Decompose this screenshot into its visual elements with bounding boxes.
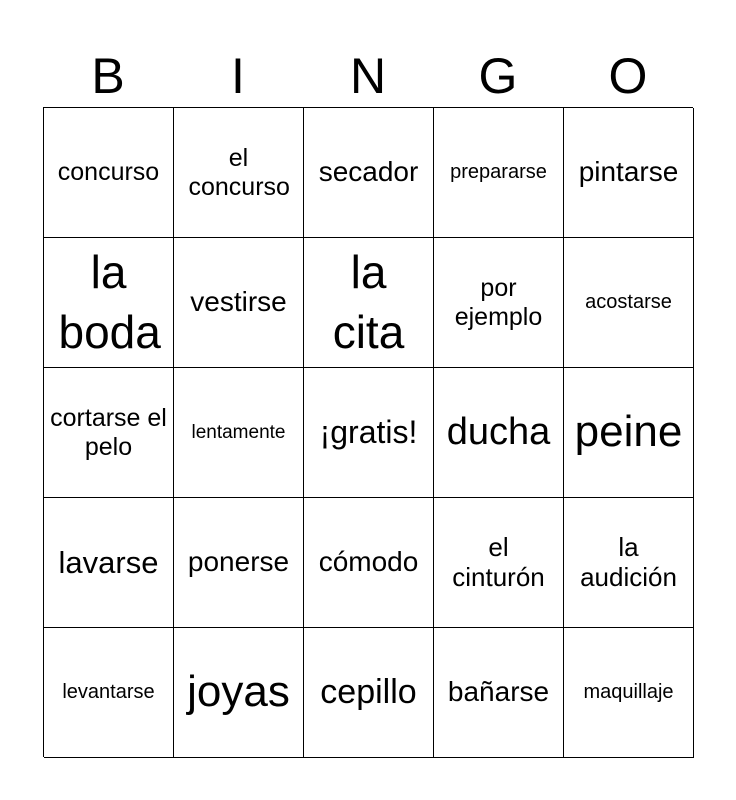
cell-text: cortarse el pelo [50,403,167,461]
cell-text: levantarse [62,681,155,703]
bingo-cell[interactable] [434,238,564,368]
cell-text: vestirse [190,286,287,318]
bingo-cell[interactable] [44,498,174,628]
bingo-cell[interactable] [304,628,434,758]
bingo-cell[interactable] [44,108,174,238]
cell-text: ¡gratis! [319,414,418,451]
cell-text: secador [318,156,419,188]
bingo-cell[interactable] [174,498,304,628]
header-letter-n: N [349,48,387,104]
cell-text: cómodo [318,546,419,578]
bingo-cell[interactable] [564,108,694,238]
cell-text: la audición [580,531,677,592]
cell-text: el concurso [188,143,290,201]
bingo-card [43,107,693,757]
cell-text: lentamente [191,421,286,443]
bingo-cell[interactable] [434,368,564,498]
bingo-cell[interactable] [434,628,564,758]
cell-text: concurso [57,158,160,187]
bingo-cell[interactable] [174,238,304,368]
cell-text: lavarse [58,544,159,580]
bingo-cell[interactable] [174,368,304,498]
bingo-cell[interactable] [44,628,174,758]
cell-text: maquillaje [583,681,674,703]
bingo-cell[interactable] [564,628,694,758]
bingo-cell[interactable] [434,108,564,238]
cell-text: por ejemplo [454,273,543,331]
cell-text: el cinturón [452,531,545,592]
cell-text: la cita [332,245,405,358]
bingo-cell[interactable] [564,368,694,498]
cell-text: peine [574,407,683,457]
bingo-cell[interactable] [304,238,434,368]
cell-text: acostarse [585,291,672,313]
bingo-cell[interactable] [44,238,174,368]
cell-text: ponerse [187,546,290,578]
header-letter-o: O [608,48,648,104]
bingo-cell[interactable] [564,238,694,368]
cell-text: joyas [187,667,290,717]
bingo-cell[interactable] [564,498,694,628]
cell-text: la boda [58,245,161,358]
cell-text: cepillo [320,672,417,711]
header-letter-i: I [231,48,245,104]
bingo-cell[interactable] [304,368,434,498]
cell-text: bañarse [447,676,550,708]
bingo-cell[interactable] [44,368,174,498]
header-letter-b: B [91,48,125,104]
bingo-cell[interactable] [304,498,434,628]
cell-text: prepararse [450,161,547,183]
bingo-cell[interactable] [174,628,304,758]
bingo-header [43,46,693,106]
cell-text: pintarse [578,156,679,188]
cell-text: ducha [446,410,551,453]
bingo-cell[interactable] [174,108,304,238]
header-letter-g: G [478,48,518,104]
bingo-cell[interactable] [434,498,564,628]
bingo-cell[interactable] [304,108,434,238]
